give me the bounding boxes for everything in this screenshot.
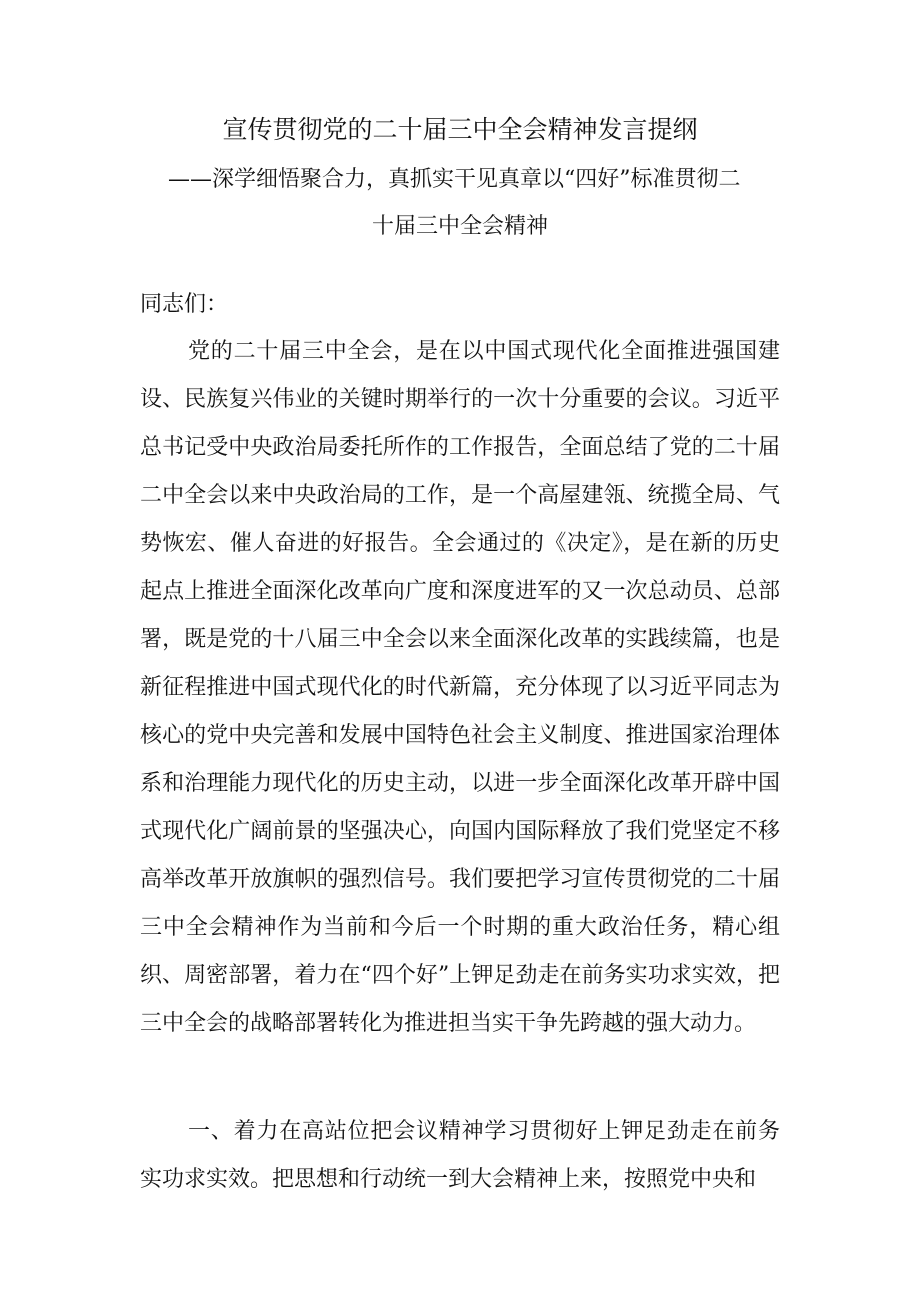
document-subtitle-line-1: ——深学细悟聚合力，真抓实干见真章以“四好”标准贯彻二 [168, 167, 741, 192]
body-paragraph-1: 党的二十届三中全会，是在以中国式现代化全面推进强国建设、民族复兴伟业的关键时期举行的一次十分重要的会议。习近平总书记受中央政治局委托所作的工作报告，全面总结了党的二十届二中全会以来中央政治局的工作，是一个高屋建瓴、统揽全局、气势恢宏、催人奋进的好报告。全会通过的《决定》，是在新的历史起点上推进全面深化改革向广度和深度进军的又一次总动员、总部署，既是党的十八届三中全会以来全面深化改革的实践续篇，也是新征程推进中国式现代化的时代新篇，充分体现了以习近平同志为核心的党中央完善和发展中国特色社会主义制度、推进国家治理体系和治理能力现代化的历史主动，以进一步全面深化改革开辟中国式现代化广阔前景的坚强决心，向国内国际释放了我们党坚定不移高举改革开放旗帜的强烈信号。我们要把学习宣传贯彻党的二十届三中全会精神作为当前和今后一个时期的重大政治任务，精心组织、周密部署，着力在“四个好”上钾足劲走在前务实功求实效，把三中全会的战略部署转化为推进担当实干争先跨越的强大动力。 [140, 339, 780, 1036]
salutation: 同志们： [140, 292, 229, 317]
body-paragraph-2: 一、着力在高站位把会议精神学习贯彻好上钾足劲走在前务实功求实效。把思想和行动统一到大会精神上来，按照党中央和 [140, 1119, 780, 1192]
document-subtitle-line-2: 十届三中全会精神 [371, 214, 548, 239]
document-title: 宣传贯彻党的二十届三中全会精神发言提纲 [222, 115, 698, 144]
